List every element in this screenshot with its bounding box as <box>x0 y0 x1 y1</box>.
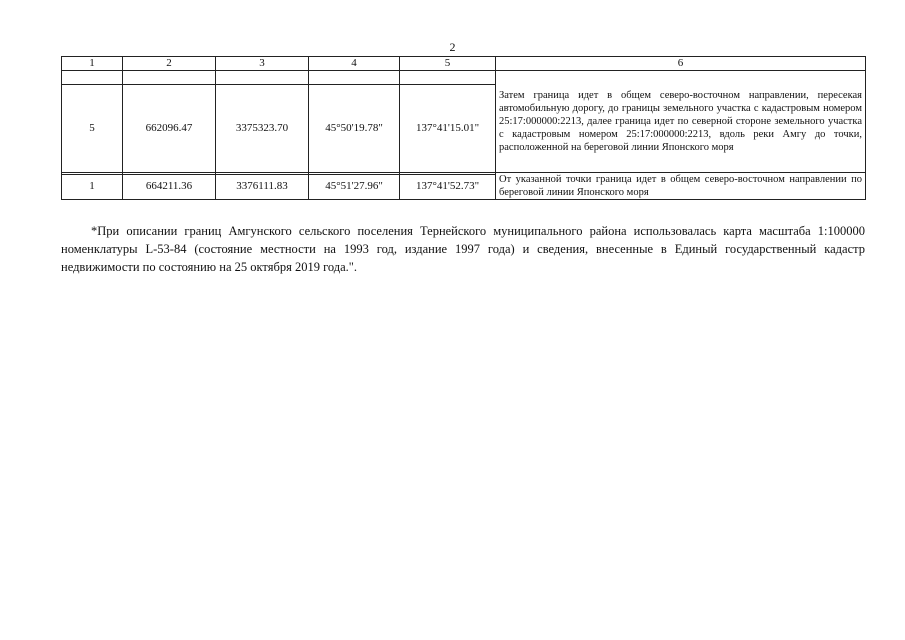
latitude-cell: 45°51'27.96" <box>309 174 400 199</box>
footnote: *При описании границ Амгунского сельского поселения Тернейского муниципального района использовалась карта масштаба 1:100000 номенклатуры L-53-84 (состояние местности на 1993 год, издание 1997 года) и сведения, внесенные в Единый государственный кадастр недвижимости по состоянию на 25 октября 2019 года.". <box>61 223 865 274</box>
x-coordinate-cell: 662096.47 <box>123 85 216 173</box>
table-header-row <box>62 57 866 71</box>
y-coordinate-cell: 3376111.83 <box>216 174 309 199</box>
column-header: 3 <box>216 57 309 71</box>
empty-cell <box>62 71 123 85</box>
column-header: 5 <box>400 57 496 71</box>
empty-cell <box>309 71 400 85</box>
page-number: 2 <box>449 40 456 54</box>
longitude-cell: 137°41'15.01" <box>400 85 496 173</box>
column-header: 6 <box>496 57 866 71</box>
column-header: 4 <box>309 57 400 71</box>
empty-cell <box>216 71 309 85</box>
longitude-cell: 137°41'52.73" <box>400 174 496 199</box>
point-number-cell: 5 <box>62 85 123 173</box>
empty-cell <box>123 71 216 85</box>
empty-cell <box>400 71 496 85</box>
column-header: 2 <box>123 57 216 71</box>
point-number-cell: 1 <box>62 174 123 199</box>
latitude-cell: 45°50'19.78" <box>309 85 400 173</box>
boundary-coordinates-table <box>61 56 866 200</box>
table-row <box>62 71 866 85</box>
boundary-description: Затем граница идет в общем северо-восточном направлении, пересекая автомобильную дорогу, до границы земельного участка с кадастровым номером 25:17:000000:2213, далее граница идет по северной стороне земельного участка с кадастровым номером 25:17:000000:2213, вдоль реки Амгу до точки, расположенной на береговой линии Японского моря <box>496 71 866 173</box>
boundary-description: От указанной точки граница идет в общем северо-восточном направлении по береговой линии Японского моря <box>496 173 866 200</box>
column-header: 1 <box>62 57 123 71</box>
y-coordinate-cell: 3375323.70 <box>216 85 309 173</box>
x-coordinate-cell: 664211.36 <box>123 174 216 199</box>
